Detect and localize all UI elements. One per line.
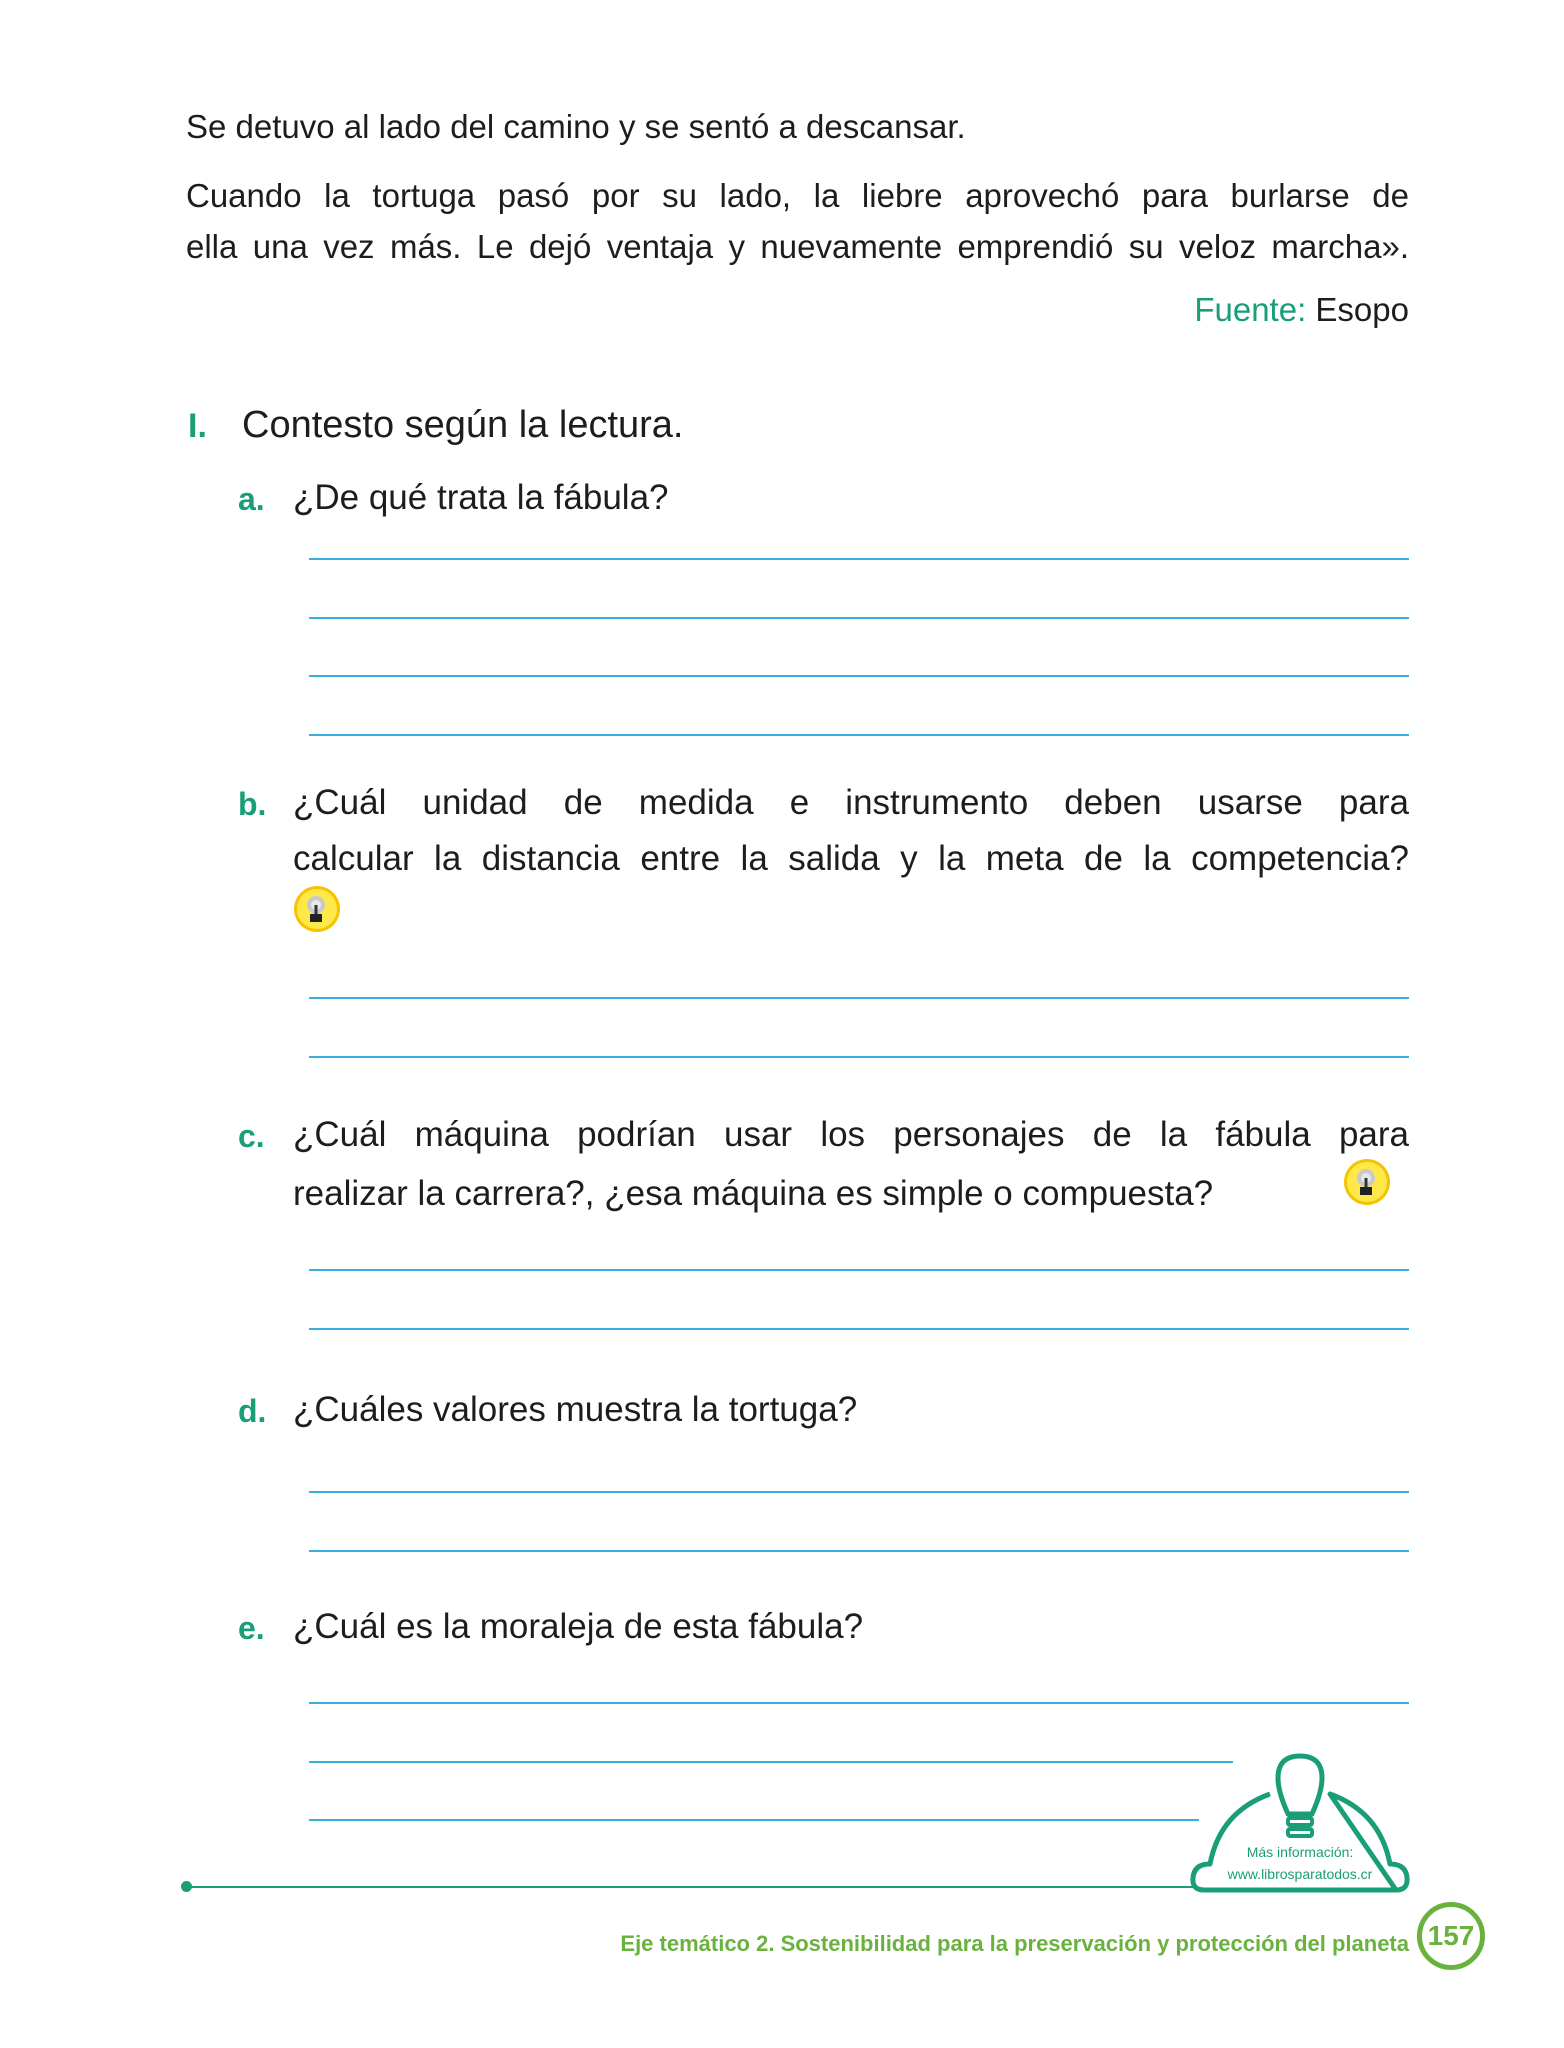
question-text: ¿Cuál unidad de medida e instrumento deben usarse para (293, 783, 1409, 822)
lightbulb-hint-icon[interactable] (293, 885, 341, 933)
question-label: b. (238, 786, 267, 822)
answer-line[interactable] (309, 675, 1409, 677)
answer-line[interactable] (309, 1550, 1409, 1552)
answer-line[interactable] (309, 1761, 1233, 1763)
more-info-badge[interactable] (1190, 1752, 1410, 1894)
page-number: 157 (1417, 1902, 1485, 1970)
reading-line: ella una vez más. Le dejó ventaja y nuevamente emprendió su veloz marcha». (186, 228, 1409, 265)
more-info-url[interactable]: www.librosparatodos.cr (1227, 1866, 1373, 1882)
answer-line[interactable] (309, 1491, 1409, 1493)
answer-line[interactable] (309, 558, 1409, 560)
question-text: calcular la distancia entre la salida y la meta de la competencia? (293, 839, 1409, 878)
reading-line: Se detuvo al lado del camino y se sentó a descansar. (186, 108, 966, 145)
exercise-instruction: Contesto según la lectura. (242, 404, 684, 446)
question-text: ¿Cuál es la moraleja de esta fábula? (293, 1607, 864, 1646)
question-text: ¿Cuáles valores muestra la tortuga? (293, 1390, 858, 1429)
footer-rule (186, 1886, 1196, 1888)
answer-line[interactable] (309, 1819, 1199, 1821)
answer-line[interactable] (309, 734, 1409, 736)
question-text: realizar la carrera?, ¿esa máquina es simple o compuesta? (293, 1174, 1214, 1213)
lightbulb-hint-icon[interactable] (1343, 1158, 1391, 1206)
source-value: Esopo (1315, 291, 1409, 328)
answer-line[interactable] (309, 617, 1409, 619)
answer-line[interactable] (309, 997, 1409, 999)
question-label: a. (238, 481, 265, 517)
footer-text: Eje temático 2. Sostenibilidad para la preservación y protección del planeta (620, 1931, 1409, 1956)
reading-line: Cuando la tortuga pasó por su lado, la liebre aprovechó para burlarse de (186, 177, 1409, 214)
answer-line[interactable] (309, 1328, 1409, 1330)
answer-line[interactable] (309, 1056, 1409, 1058)
question-text: ¿Cuál máquina podrían usar los personajes de la fábula para (293, 1115, 1409, 1154)
more-info-label: Más información: (1246, 1844, 1354, 1860)
exercise-number: I. (188, 407, 207, 445)
source-citation (1194, 293, 1409, 326)
question-label: c. (238, 1118, 265, 1154)
question-text: ¿De qué trata la fábula? (293, 478, 669, 517)
question-label: d. (238, 1393, 267, 1429)
question-label: e. (238, 1610, 265, 1646)
answer-line[interactable] (309, 1702, 1409, 1704)
source-label: Fuente: (1194, 291, 1307, 328)
answer-line[interactable] (309, 1269, 1409, 1271)
